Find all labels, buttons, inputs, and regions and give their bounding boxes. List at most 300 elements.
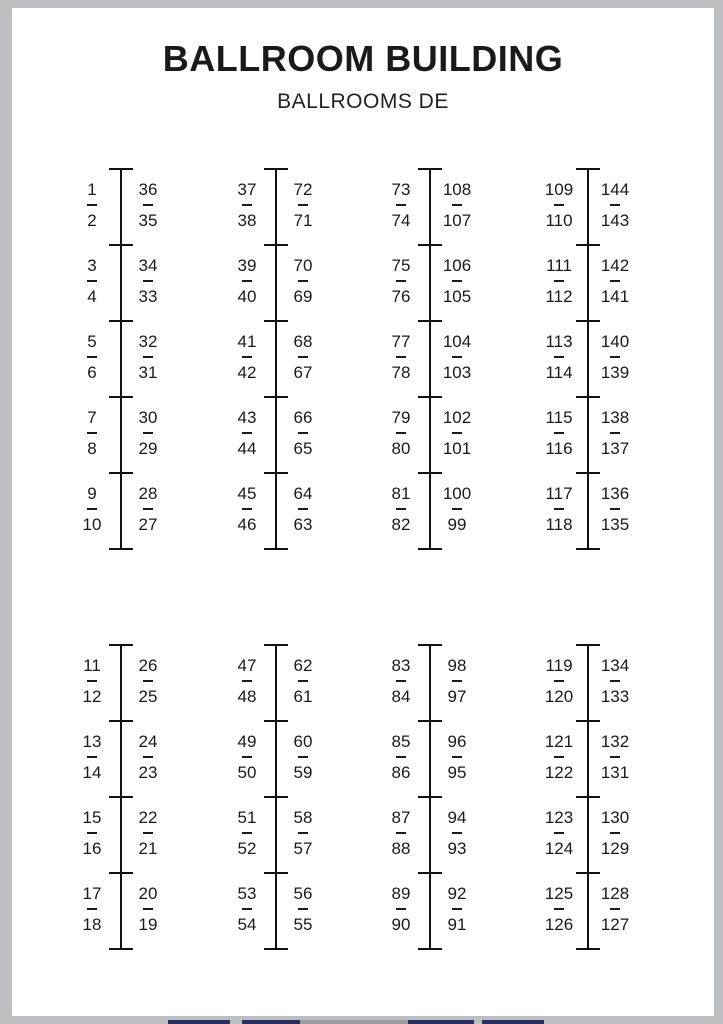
- room-pair-left: [534, 809, 584, 857]
- room-number: 133: [600, 686, 630, 706]
- room-number: 35: [138, 210, 158, 230]
- room-number: 123: [544, 808, 574, 827]
- room-number: 134: [600, 656, 630, 675]
- pair-separator: [298, 908, 308, 910]
- room-pair-right: [432, 885, 482, 933]
- room-pair-right: [590, 485, 640, 533]
- room-number: 13: [82, 732, 102, 751]
- room-pair-left: [222, 485, 272, 533]
- row-divider-tick: [264, 948, 288, 950]
- row-divider-tick: [109, 796, 133, 798]
- room-pair-left: [67, 257, 117, 305]
- room-number: 26: [138, 656, 158, 675]
- pair-separator: [143, 680, 153, 682]
- room-pair-right: [278, 257, 328, 305]
- room-number: 17: [82, 884, 102, 903]
- room-number: 4: [87, 286, 97, 306]
- room-number: 138: [600, 408, 630, 427]
- pair-separator: [610, 432, 620, 434]
- room-number: 122: [544, 762, 574, 782]
- row-divider-tick: [576, 548, 600, 550]
- pair-separator: [87, 756, 97, 758]
- room-number: 31: [138, 362, 158, 382]
- room-number: 97: [447, 686, 467, 706]
- room-number: 80: [391, 438, 411, 458]
- pair-separator: [554, 204, 564, 206]
- room-number: 114: [545, 362, 573, 382]
- room-number: 39: [237, 256, 257, 275]
- room-pair-right: [278, 657, 328, 705]
- room-pair-left: [376, 657, 426, 705]
- room-number: 92: [447, 884, 467, 903]
- pair-separator: [396, 280, 406, 282]
- room-pair-right: [123, 409, 173, 457]
- pair-separator: [242, 832, 252, 834]
- pair-separator: [554, 680, 564, 682]
- column-divider-line: [429, 168, 431, 550]
- room-number: 19: [138, 914, 158, 934]
- room-pair-left: [222, 657, 272, 705]
- pair-separator: [452, 204, 462, 206]
- room-number: 113: [545, 332, 573, 351]
- pair-separator: [87, 280, 97, 282]
- pair-separator: [554, 832, 564, 834]
- room-pair-right: [123, 257, 173, 305]
- pair-separator: [298, 280, 308, 282]
- room-pair-left: [67, 485, 117, 533]
- room-number: 102: [442, 408, 472, 427]
- room-number: 117: [545, 484, 573, 503]
- room-pair-right: [432, 485, 482, 533]
- pair-separator: [610, 832, 620, 834]
- room-number: 142: [600, 256, 630, 275]
- row-divider-tick: [418, 472, 442, 474]
- pair-separator: [242, 908, 252, 910]
- room-pair-left: [376, 181, 426, 229]
- room-number: 52: [237, 838, 257, 858]
- room-pair-right: [432, 409, 482, 457]
- column-divider-line: [120, 168, 122, 550]
- pair-separator: [554, 432, 564, 434]
- row-divider-tick: [576, 168, 600, 170]
- room-number: 96: [447, 732, 467, 751]
- pair-separator: [242, 204, 252, 206]
- room-number: 87: [391, 808, 411, 827]
- room-pair-left: [222, 257, 272, 305]
- pair-separator: [143, 508, 153, 510]
- row-divider-tick: [418, 720, 442, 722]
- room-number: 27: [138, 514, 158, 534]
- room-number: 77: [391, 332, 411, 351]
- room-number: 129: [600, 838, 630, 858]
- pair-separator: [554, 756, 564, 758]
- row-divider-tick: [109, 472, 133, 474]
- room-pair-left: [534, 885, 584, 933]
- room-number: 125: [544, 884, 574, 903]
- pair-separator: [242, 356, 252, 358]
- pair-separator: [298, 356, 308, 358]
- room-pair-right: [590, 409, 640, 457]
- room-pair-left: [67, 657, 117, 705]
- pair-separator: [143, 204, 153, 206]
- room-number: 18: [82, 914, 102, 934]
- row-divider-tick: [418, 548, 442, 550]
- room-number: 70: [293, 256, 313, 275]
- room-number: 131: [600, 762, 630, 782]
- room-number: 10: [82, 514, 102, 534]
- row-divider-tick: [109, 948, 133, 950]
- pair-separator: [396, 204, 406, 206]
- room-number: 2: [87, 210, 97, 230]
- pair-separator: [242, 508, 252, 510]
- row-divider-tick: [264, 168, 288, 170]
- room-pair-right: [432, 181, 482, 229]
- room-pair-left: [376, 485, 426, 533]
- row-divider-tick: [109, 168, 133, 170]
- pair-separator: [87, 832, 97, 834]
- room-number: 115: [545, 408, 573, 427]
- pair-separator: [298, 832, 308, 834]
- room-number: 74: [391, 210, 411, 230]
- room-number: 91: [447, 914, 467, 934]
- room-number: 41: [237, 332, 257, 351]
- room-number: 50: [237, 762, 257, 782]
- room-pair-left: [222, 333, 272, 381]
- room-number: 137: [600, 438, 630, 458]
- room-number: 47: [237, 656, 257, 675]
- pair-separator: [610, 680, 620, 682]
- room-pair-left: [376, 409, 426, 457]
- room-pair-right: [432, 657, 482, 705]
- room-pair-right: [432, 257, 482, 305]
- pair-separator: [452, 280, 462, 282]
- room-number: 140: [600, 332, 630, 351]
- room-number: 83: [391, 656, 411, 675]
- room-number: 119: [545, 656, 573, 675]
- room-number: 81: [391, 484, 411, 503]
- room-pair-right: [123, 733, 173, 781]
- pair-separator: [143, 832, 153, 834]
- row-divider-tick: [109, 548, 133, 550]
- room-pair-right: [432, 333, 482, 381]
- room-number: 14: [82, 762, 102, 782]
- room-number: 105: [442, 286, 472, 306]
- room-number: 84: [391, 686, 411, 706]
- pair-separator: [554, 508, 564, 510]
- pair-separator: [452, 756, 462, 758]
- pair-separator: [87, 508, 97, 510]
- room-number: 108: [442, 180, 472, 199]
- room-pair-left: [67, 733, 117, 781]
- pair-separator: [610, 356, 620, 358]
- room-number: 69: [293, 286, 313, 306]
- pair-separator: [396, 356, 406, 358]
- room-pair-left: [534, 485, 584, 533]
- room-pair-left: [222, 885, 272, 933]
- room-pair-left: [222, 181, 272, 229]
- pair-separator: [87, 908, 97, 910]
- page-subtitle: BALLROOMS DE: [277, 90, 449, 113]
- row-divider-tick: [109, 320, 133, 322]
- row-divider-tick: [418, 320, 442, 322]
- row-divider-tick: [109, 644, 133, 646]
- room-number: 68: [293, 332, 313, 351]
- room-pair-left: [67, 333, 117, 381]
- room-number: 127: [600, 914, 630, 934]
- row-divider-tick: [576, 720, 600, 722]
- room-number: 15: [82, 808, 102, 827]
- room-number: 58: [293, 808, 313, 827]
- pair-separator: [143, 356, 153, 358]
- room-number: 75: [391, 256, 411, 275]
- row-divider-tick: [418, 244, 442, 246]
- room-pair-right: [432, 733, 482, 781]
- pair-separator: [452, 680, 462, 682]
- room-number: 64: [293, 484, 313, 503]
- room-number: 33: [138, 286, 158, 306]
- room-number: 136: [600, 484, 630, 503]
- room-number: 116: [545, 438, 573, 458]
- room-number: 30: [138, 408, 158, 427]
- room-pair-right: [590, 257, 640, 305]
- row-divider-tick: [109, 872, 133, 874]
- room-pair-right: [278, 181, 328, 229]
- room-number: 66: [293, 408, 313, 427]
- room-number: 32: [138, 332, 158, 351]
- room-pair-right: [590, 885, 640, 933]
- pair-separator: [610, 908, 620, 910]
- row-divider-tick: [264, 548, 288, 550]
- room-pair-left: [67, 885, 117, 933]
- row-divider-tick: [418, 644, 442, 646]
- pair-separator: [554, 908, 564, 910]
- room-number: 20: [138, 884, 158, 903]
- room-number: 141: [600, 286, 630, 306]
- row-divider-tick: [418, 948, 442, 950]
- room-number: 135: [600, 514, 630, 534]
- row-divider-tick: [576, 872, 600, 874]
- room-number: 21: [138, 838, 158, 858]
- room-number: 139: [600, 362, 630, 382]
- room-pair-left: [534, 657, 584, 705]
- room-number: 126: [544, 914, 574, 934]
- pair-separator: [452, 356, 462, 358]
- pair-separator: [554, 356, 564, 358]
- room-number: 143: [600, 210, 630, 230]
- room-number: 45: [237, 484, 257, 503]
- page-title: BALLROOM BUILDING: [162, 38, 564, 79]
- bottom-edge-strip: [0, 1016, 723, 1024]
- room-pair-left: [534, 181, 584, 229]
- pair-separator: [87, 432, 97, 434]
- pair-separator: [554, 280, 564, 282]
- row-divider-tick: [109, 720, 133, 722]
- room-number: 34: [138, 256, 158, 275]
- pair-separator: [143, 908, 153, 910]
- row-divider-tick: [418, 872, 442, 874]
- room-pair-right: [590, 181, 640, 229]
- room-number: 42: [237, 362, 257, 382]
- row-divider-tick: [576, 796, 600, 798]
- room-number: 120: [544, 686, 574, 706]
- room-pair-left: [534, 409, 584, 457]
- pair-separator: [396, 756, 406, 758]
- room-number: 65: [293, 438, 313, 458]
- room-number: 130: [600, 808, 630, 827]
- pair-separator: [396, 832, 406, 834]
- room-pair-right: [123, 333, 173, 381]
- room-number: 118: [545, 514, 573, 534]
- row-divider-tick: [264, 244, 288, 246]
- room-number: 104: [442, 332, 472, 351]
- room-pair-right: [278, 409, 328, 457]
- room-pair-left: [67, 809, 117, 857]
- room-number: 24: [138, 732, 158, 751]
- room-number: 37: [237, 180, 257, 199]
- row-divider-tick: [418, 796, 442, 798]
- room-number: 46: [237, 514, 257, 534]
- room-number: 88: [391, 838, 411, 858]
- room-number: 62: [293, 656, 313, 675]
- room-number: 94: [447, 808, 467, 827]
- pair-separator: [396, 508, 406, 510]
- room-pair-left: [534, 733, 584, 781]
- room-number: 107: [442, 210, 472, 230]
- room-number: 99: [447, 514, 467, 534]
- room-number: 103: [442, 362, 472, 382]
- pair-separator: [452, 432, 462, 434]
- pair-separator: [242, 680, 252, 682]
- room-number: 61: [293, 686, 313, 706]
- room-number: 8: [87, 438, 97, 458]
- row-divider-tick: [264, 472, 288, 474]
- pair-separator: [242, 432, 252, 434]
- room-pair-right: [278, 809, 328, 857]
- pair-separator: [610, 204, 620, 206]
- room-pair-right: [278, 485, 328, 533]
- room-number: 72: [293, 180, 313, 199]
- room-number: 71: [293, 210, 313, 230]
- column-divider-line: [587, 168, 589, 550]
- room-number: 95: [447, 762, 467, 782]
- column-divider-line: [275, 168, 277, 550]
- room-number: 112: [545, 286, 573, 306]
- pair-separator: [610, 280, 620, 282]
- room-pair-right: [590, 809, 640, 857]
- room-number: 9: [87, 484, 97, 503]
- room-pair-right: [590, 733, 640, 781]
- room-number: 25: [138, 686, 158, 706]
- room-number: 78: [391, 362, 411, 382]
- room-number: 98: [447, 656, 467, 675]
- room-number: 3: [87, 256, 97, 275]
- row-divider-tick: [264, 720, 288, 722]
- pair-separator: [610, 508, 620, 510]
- room-pair-left: [376, 333, 426, 381]
- room-number: 60: [293, 732, 313, 751]
- room-number: 44: [237, 438, 257, 458]
- pair-separator: [298, 204, 308, 206]
- pair-separator: [298, 508, 308, 510]
- room-pair-left: [376, 733, 426, 781]
- pair-separator: [396, 432, 406, 434]
- room-number: 100: [442, 484, 472, 503]
- room-number: 63: [293, 514, 313, 534]
- room-number: 67: [293, 362, 313, 382]
- room-number: 73: [391, 180, 411, 199]
- room-number: 28: [138, 484, 158, 503]
- pair-separator: [452, 908, 462, 910]
- room-pair-right: [123, 181, 173, 229]
- room-number: 86: [391, 762, 411, 782]
- room-number: 53: [237, 884, 257, 903]
- room-pair-left: [222, 409, 272, 457]
- room-number: 5: [87, 332, 97, 351]
- room-number: 110: [545, 210, 573, 230]
- row-divider-tick: [264, 872, 288, 874]
- room-number: 85: [391, 732, 411, 751]
- room-pair-right: [123, 885, 173, 933]
- room-pair-right: [590, 333, 640, 381]
- room-pair-left: [67, 181, 117, 229]
- room-number: 43: [237, 408, 257, 427]
- row-divider-tick: [576, 244, 600, 246]
- pair-separator: [452, 832, 462, 834]
- room-number: 93: [447, 838, 467, 858]
- room-pair-right: [123, 485, 173, 533]
- room-number: 121: [544, 732, 574, 751]
- document-page: [12, 8, 714, 1016]
- room-number: 124: [544, 838, 574, 858]
- room-pair-left: [222, 733, 272, 781]
- room-number: 59: [293, 762, 313, 782]
- room-number: 54: [237, 914, 257, 934]
- room-number: 29: [138, 438, 158, 458]
- room-number: 36: [138, 180, 158, 199]
- row-divider-tick: [576, 948, 600, 950]
- room-number: 82: [391, 514, 411, 534]
- room-number: 48: [237, 686, 257, 706]
- row-divider-tick: [264, 644, 288, 646]
- room-number: 101: [442, 438, 472, 458]
- room-pair-right: [123, 657, 173, 705]
- pair-separator: [143, 280, 153, 282]
- pair-separator: [87, 204, 97, 206]
- room-number: 55: [293, 914, 313, 934]
- room-number: 90: [391, 914, 411, 934]
- row-divider-tick: [418, 396, 442, 398]
- room-number: 23: [138, 762, 158, 782]
- pair-separator: [298, 756, 308, 758]
- room-pair-left: [376, 809, 426, 857]
- room-number: 128: [600, 884, 630, 903]
- pair-separator: [452, 508, 462, 510]
- row-divider-tick: [418, 168, 442, 170]
- room-number: 111: [546, 256, 572, 275]
- pair-separator: [143, 432, 153, 434]
- room-number: 56: [293, 884, 313, 903]
- row-divider-tick: [576, 320, 600, 322]
- room-number: 40: [237, 286, 257, 306]
- pair-separator: [396, 680, 406, 682]
- room-number: 6: [87, 362, 97, 382]
- room-pair-left: [534, 257, 584, 305]
- pair-separator: [298, 680, 308, 682]
- room-number: 57: [293, 838, 313, 858]
- room-pair-right: [123, 809, 173, 857]
- room-number: 12: [82, 686, 102, 706]
- room-pair-left: [67, 409, 117, 457]
